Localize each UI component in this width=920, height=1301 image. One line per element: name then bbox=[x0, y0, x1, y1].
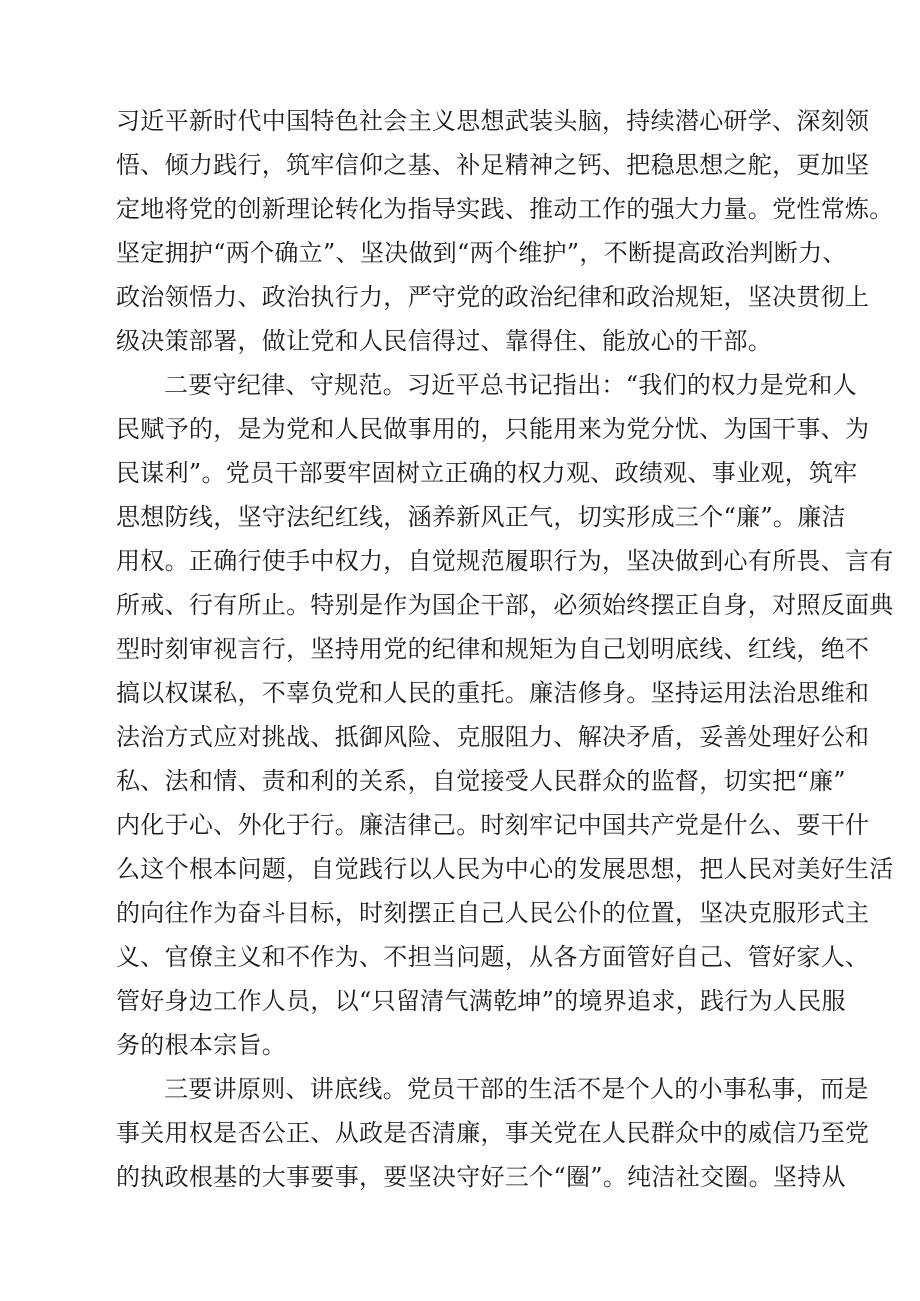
text-line: 私、法和情、责和利的关系，自觉接受人民群众的监督，切实把“廉” bbox=[116, 767, 846, 795]
text-line: 义、官僚主义和不作为、不担当问题，从各方面管好自己、管好家人、 bbox=[116, 943, 870, 971]
text-line: 搞以权谋私，不辜负党和人民的重托。廉洁修身。坚持运用法治思维和 bbox=[116, 679, 870, 707]
paragraph-start-line: 三要讲原则、讲底线。党员干部的生活不是个人的小事私事，而是 bbox=[164, 1075, 869, 1103]
text-line: 的执政根基的大事要事，要坚决守好三个“圈”。纯洁社交圈。坚持从 bbox=[116, 1163, 846, 1191]
text-line: 级决策部署，做让党和人民信得过、靠得住、能放心的干部。 bbox=[116, 327, 773, 355]
text-line: 悟、倾力践行，筑牢信仰之基、补足精神之钙、把稳思想之舵，更加坚 bbox=[116, 151, 870, 179]
text-line: 习近平新时代中国特色社会主义思想武装头脑，持续潜心研学、深刻领 bbox=[116, 107, 870, 135]
text-line: 思想防线，坚守法纪红线，涵养新风正气，切实形成三个“廉”。廉洁 bbox=[116, 503, 846, 531]
text-line: 所戒、行有所止。特别是作为国企干部，必须始终摆正自身，对照反面典 bbox=[116, 591, 894, 619]
text-line: 事关用权是否公正、从政是否清廉，事关党在人民群众中的威信乃至党 bbox=[116, 1119, 870, 1147]
text-line: 的向往作为奋斗目标，时刻摆正自己人民公仆的位置，坚决克服形式主 bbox=[116, 899, 870, 927]
text-line: 法治方式应对挑战、抵御风险、克服阻力、解决矛盾，妥善处理好公和 bbox=[116, 723, 870, 751]
text-line: 内化于心、外化于行。廉洁律己。时刻牢记中国共产党是什么、要干什 bbox=[116, 811, 870, 839]
text-line: 用权。正确行使手中权力，自觉规范履职行为，坚决做到心有所畏、言有 bbox=[116, 547, 894, 575]
text-line: 务的根本宗旨。 bbox=[116, 1031, 287, 1059]
text-line: 定地将党的创新理论转化为指导实践、推动工作的强大力量。党性常炼。 bbox=[116, 195, 894, 223]
text-line: 政治领悟力、政治执行力，严守党的政治纪律和政治规矩，坚决贯彻上 bbox=[116, 283, 870, 311]
text-line: 型时刻审视言行，坚持用党的纪律和规矩为自己划明底线、红线，绝不 bbox=[116, 635, 870, 663]
text-line: 坚定拥护“两个确立”、坚决做到“两个维护”，不断提高政治判断力、 bbox=[116, 239, 847, 267]
text-line: 管好身边工作人员，以“只留清气满乾坤”的境界追求，践行为人民服 bbox=[116, 987, 846, 1015]
text-line: 么这个根本问题，自觉践行以人民为中心的发展思想，把人民对美好生活 bbox=[116, 855, 894, 883]
paragraph-start-line: 二要守纪律、守规范。习近平总书记指出：“我们的权力是党和人 bbox=[164, 371, 857, 399]
text-line: 民谋利”。党员干部要牢固树立正确的权力观、政绩观、事业观，筑牢 bbox=[116, 459, 858, 487]
text-line: 民赋予的，是为党和人民做事用的，只能用来为党分忧、为国干事、为 bbox=[116, 415, 870, 443]
